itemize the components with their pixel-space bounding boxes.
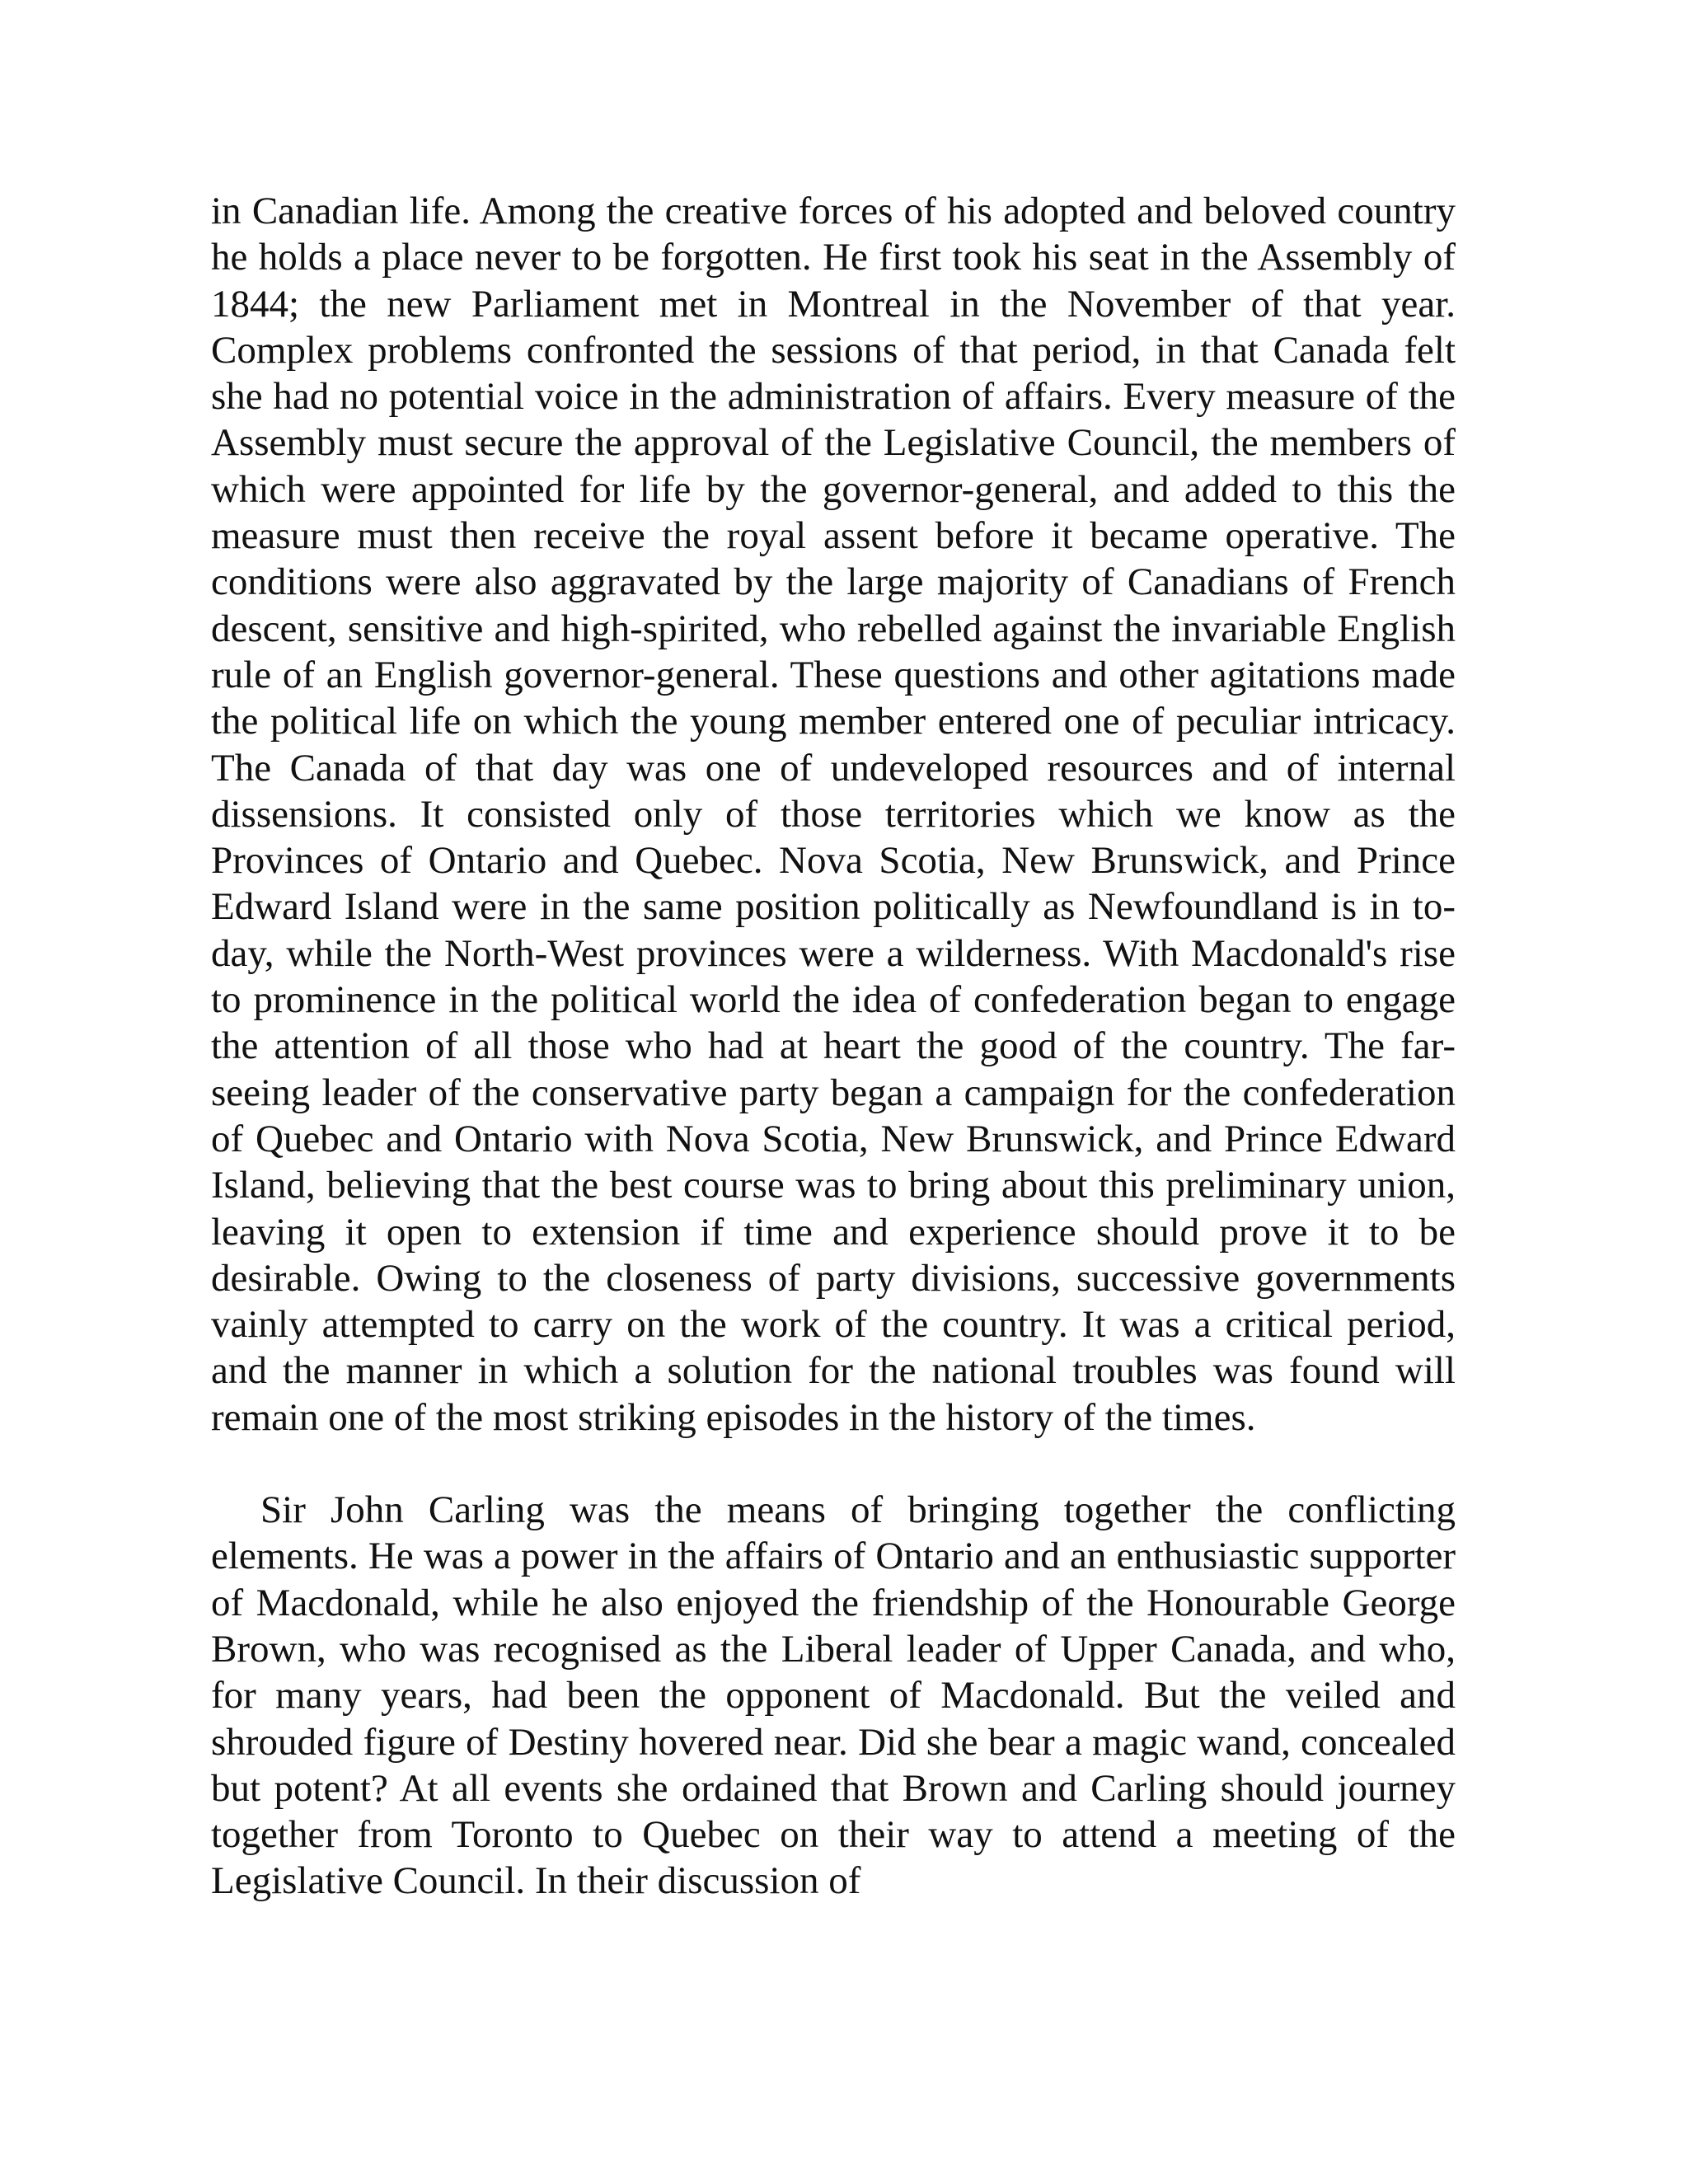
- paragraph-1: in Canadian life. Among the creative forces of his adopted and beloved country he holds a place never to be forgotten. He first took his seat in the Assembly of 1844; the new Parliament met in Montreal in the November of that year. Complex problems confronted the sessions of that period, in that Canada felt she had no potential voice in the administration of affairs. Every measure of the Assembly must secure the approval of the Legislative Council, the members of which were appointed for life by the governor-general, and added to this the measure must then receive the royal assent before it became operative. The conditions were also aggravated by the large majority of Canadians of French descent, sensitive and high-spirited, who rebelled against the invariable English rule of an English governor-general. These questions and other agitations made the political life on which the young member entered one of peculiar intricacy. The Canada of that day was one of undeveloped resources and of internal dissensions. It consisted only of those territories which we know as the Provinces of Ontario and Quebec. Nova Scotia, New Brunswick, and Prince Edward Island were in the same position politically as Newfoundland is in to-day, while the North-West provinces were a wilderness. With Macdonald's rise to prominence in the political world the idea of confederation began to engage the attention of all those who had at heart the good of the country. The far-seeing leader of the conservative party began a campaign for the confederation of Quebec and Ontario with Nova Scotia, New Brunswick, and Prince Edward Island, believing that the best course was to bring about this preliminary union, leaving it open to extension if time and experience should prove it to be desirable. Owing to the closeness of party divisions, successive governments vainly attempted to carry on the work of the country. It was a critical period, and the manner in which a solution for the national troubles was found will remain one of the most striking episodes in the history of the times.: [211, 190, 1456, 1439]
- body-text: [211, 188, 1456, 1905]
- paragraph-2: Sir John Carling was the means of bringing together the conflicting elements. He was a power in the affairs of Ontario and an enthusiastic supporter of Macdonald, while he also enjoyed the friendship of the Honourable George Brown, who was recognised as the Liberal leader of Upper Canada, and who, for many years, had been the opponent of Macdonald. But the veiled and shrouded figure of Destiny hovered near. Did she bear a magic wand, concealed but potent? At all events she ordained that Brown and Carling should journey together from Toronto to Quebec on their way to attend a meeting of the Legislative Council. In their discussion of: [211, 1488, 1456, 1903]
